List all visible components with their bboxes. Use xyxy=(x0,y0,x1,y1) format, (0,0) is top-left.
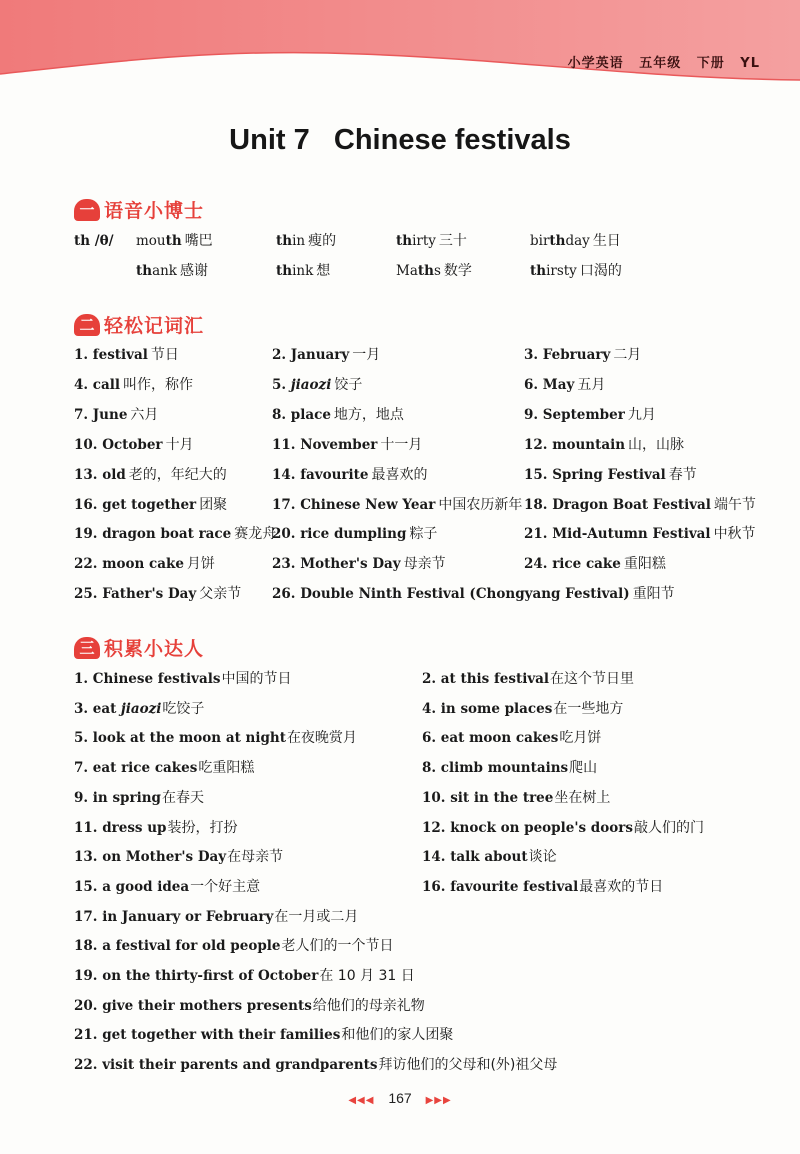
phrase-item xyxy=(422,819,704,837)
phrase-cn: 给他们的母亲礼物 xyxy=(312,997,425,1014)
phrase-cn: 在 10 月 31 日 xyxy=(319,968,415,984)
vocab-en: rice dumpling xyxy=(300,526,407,543)
phrase-number: 4. xyxy=(422,700,441,717)
vocab-number: 10. xyxy=(74,436,103,453)
phrase-number: 18. xyxy=(74,938,103,955)
vocab-en: rice cake xyxy=(552,556,621,573)
phrase-en: on the thirty-first of October xyxy=(102,968,319,984)
phrase-en: Chinese festivals xyxy=(92,671,221,687)
phonics-word xyxy=(530,232,621,250)
vocab-number: 23. xyxy=(272,556,301,573)
phonics-word xyxy=(530,262,622,280)
phrase-cn: 在一月或二月 xyxy=(274,908,359,925)
vocab-item xyxy=(74,406,158,424)
phonics-th-highlight: th xyxy=(417,263,434,279)
phonics-word xyxy=(276,262,330,280)
vocab-en: June xyxy=(92,406,128,423)
vocab-cn: 赛龙舟 xyxy=(234,526,277,543)
vocab-en: call xyxy=(92,376,121,393)
vocab-cn: 二月 xyxy=(613,347,642,363)
vocab-cn: 一月 xyxy=(352,347,381,363)
vocab-number: 13. xyxy=(74,466,103,483)
phrase-en: on Mother's Day xyxy=(102,849,227,866)
header-edition: YL xyxy=(740,56,760,71)
vocab-cn: 粽子 xyxy=(409,526,438,543)
phrase-en-italic: jiaozi xyxy=(120,700,162,717)
vocab-number: 18. xyxy=(524,496,553,513)
phrase-cn: 拜访他们的父母和(外)祖父母 xyxy=(378,1057,558,1074)
vocab-cn: 重阳糕 xyxy=(623,556,666,573)
phrase-en: knock on people's doors xyxy=(450,819,633,836)
header-subject: 小学英语 xyxy=(567,56,624,71)
phrase-item xyxy=(422,789,610,807)
phrase-number: 12. xyxy=(422,819,451,836)
vocab-cn: 山，山脉 xyxy=(628,436,685,453)
vocab-number: 16. xyxy=(74,496,103,513)
vocab-cn: 六月 xyxy=(130,406,159,423)
phrase-en: visit their parents and grandparents xyxy=(102,1057,378,1074)
vocab-number: 21. xyxy=(524,526,553,543)
vocab-number: 26. xyxy=(272,586,301,603)
vocab-en: February xyxy=(542,347,611,363)
vocab-en: Spring Festival xyxy=(552,466,666,483)
phrase-en: look at the moon at night xyxy=(92,730,286,747)
phrase-cn: 在一些地方 xyxy=(553,700,624,717)
page-title: Unit 7 Chinese festivals xyxy=(229,124,571,156)
phonics-word-en: birthday xyxy=(530,233,590,249)
vocab-cn: 月饼 xyxy=(186,556,215,573)
vocab-item xyxy=(272,376,362,394)
vocab-en: Mid-Autumn Festival xyxy=(552,526,711,543)
vocab-cn: 地方，地点 xyxy=(333,406,404,423)
phrase-number: 11. xyxy=(74,819,103,836)
phrase-number: 7. xyxy=(74,760,93,777)
vocab-item xyxy=(272,525,437,543)
phrase-en: talk about xyxy=(450,849,528,866)
vocab-cn: 中秋节 xyxy=(713,526,756,543)
phrase-number: 13. xyxy=(74,849,103,866)
vocab-en: mountain xyxy=(552,436,626,453)
phrase-item xyxy=(74,819,237,837)
phrase-item xyxy=(74,937,394,955)
vocab-number: 6. xyxy=(524,376,543,393)
vocab-item xyxy=(74,376,193,394)
vocab-cn: 团聚 xyxy=(199,496,228,513)
phrase-cn: 中国的节日 xyxy=(221,671,292,687)
vocab-item xyxy=(524,555,666,573)
phrase-item xyxy=(74,759,254,777)
vocab-cn: 母亲节 xyxy=(403,556,446,573)
phrase-number: 3. xyxy=(74,700,93,717)
phrase-item xyxy=(422,848,557,866)
vocab-item xyxy=(524,406,656,424)
vocab-item xyxy=(272,466,427,484)
vocab-item xyxy=(524,436,684,454)
vocab-item xyxy=(74,555,215,573)
phrase-item xyxy=(422,759,597,777)
section-heading-phonics xyxy=(74,196,204,223)
phrase-cn: 在夜晚赏月 xyxy=(286,730,357,747)
phrase-item xyxy=(422,700,623,718)
vocab-item xyxy=(74,585,241,603)
vocab-item xyxy=(524,525,756,543)
vocab-item xyxy=(524,466,697,484)
phonics-th-highlight: th xyxy=(396,233,413,249)
phonics-word-cn: 生日 xyxy=(592,233,621,249)
phrase-item xyxy=(74,848,283,866)
phonics-word-cn: 感谢 xyxy=(180,263,208,279)
vocab-en: January xyxy=(290,347,350,363)
phrase-item xyxy=(422,878,663,896)
phonics-word-en: think xyxy=(276,263,314,279)
phrase-item xyxy=(422,670,634,688)
vocab-cn: 中国农历新年 xyxy=(438,496,523,513)
phonics-th-highlight: th xyxy=(549,233,566,249)
section-title: 积累小达人 xyxy=(104,638,205,660)
phrase-en: climb mountains xyxy=(440,760,569,777)
vocab-en: moon cake xyxy=(102,556,184,573)
section-number-badge: 一 xyxy=(74,199,100,221)
phrase-cn: 老人们的一个节日 xyxy=(281,938,394,955)
phrase-en: a good idea xyxy=(102,878,190,895)
vocab-cn: 节日 xyxy=(150,347,179,363)
section-title: 语音小博士 xyxy=(104,200,205,222)
vocab-item xyxy=(272,406,404,424)
vocab-cn: 最喜欢的 xyxy=(371,466,428,483)
phrase-en: in some places xyxy=(440,700,553,717)
vocab-number: 7. xyxy=(74,406,93,423)
phrase-en: dress up xyxy=(102,819,167,836)
phrase-item xyxy=(422,729,601,747)
phrase-en: give their mothers presents xyxy=(102,997,312,1014)
phrase-item xyxy=(74,700,204,718)
vocab-number: 11. xyxy=(272,436,301,453)
phrase-number: 21. xyxy=(74,1027,103,1044)
header-term: 下册 xyxy=(696,56,725,71)
phrase-item xyxy=(74,1056,557,1074)
phrase-cn: 爬山 xyxy=(569,760,598,777)
vocab-cn: 五月 xyxy=(577,376,606,393)
vocab-en: Chinese New Year xyxy=(300,496,436,513)
phrase-number: 19. xyxy=(74,968,103,984)
vocab-number: 4. xyxy=(74,376,93,393)
vocab-en: place xyxy=(290,406,331,423)
phrase-item xyxy=(74,789,204,807)
phrase-cn: 装扮，打扮 xyxy=(167,819,238,836)
phrase-item xyxy=(74,729,357,747)
vocab-en: Double Ninth Festival (Chongyang Festival) xyxy=(300,586,630,603)
phrase-cn: 在这个节日里 xyxy=(550,671,635,687)
phrase-number: 15. xyxy=(74,878,103,895)
vocab-number: 12. xyxy=(524,436,553,453)
phrase-number: 5. xyxy=(74,730,93,747)
section-number-badge: 二 xyxy=(74,314,100,336)
vocab-item xyxy=(524,376,605,394)
phrase-cn: 吃饺子 xyxy=(162,700,205,717)
phonics-label: th /θ/ xyxy=(74,233,114,249)
vocab-item xyxy=(74,436,194,454)
vocab-number: 14. xyxy=(272,466,301,483)
vocab-cn: 重阳节 xyxy=(632,586,675,603)
vocab-en: get together xyxy=(102,496,197,513)
vocab-item xyxy=(74,466,227,484)
vocab-item xyxy=(272,436,422,454)
phrase-item xyxy=(74,997,425,1015)
vocab-number: 5. xyxy=(272,376,291,393)
phrase-en: sit in the tree xyxy=(450,789,554,806)
vocab-en: jiaozi xyxy=(290,376,332,393)
phrase-cn: 在母亲节 xyxy=(227,849,284,866)
vocab-en: favourite xyxy=(300,466,369,483)
vocab-en: Mother's Day xyxy=(300,556,401,573)
phrase-number: 6. xyxy=(422,730,441,747)
phrase-cn: 在春天 xyxy=(161,789,204,806)
phonics-word-cn: 嘴巴 xyxy=(184,233,213,249)
phonics-th-highlight: th xyxy=(276,233,293,249)
vocab-cn: 父亲节 xyxy=(199,586,242,603)
header-book-info xyxy=(558,52,760,71)
vocab-cn: 春节 xyxy=(668,466,697,483)
header-band xyxy=(0,0,800,90)
vocab-number: 19. xyxy=(74,526,103,543)
vocab-number: 24. xyxy=(524,556,553,573)
phonics-word-cn: 口渴的 xyxy=(579,263,622,279)
vocab-en: Father's Day xyxy=(102,586,197,603)
page-number: 167 xyxy=(388,1090,412,1106)
phonics-th-highlight: th xyxy=(165,233,182,249)
vocab-number: 17. xyxy=(272,496,301,513)
phonics-th-highlight: th xyxy=(136,263,153,279)
vocab-item xyxy=(272,496,522,514)
phrase-number: 17. xyxy=(74,908,103,925)
phrase-en: a festival for old people xyxy=(102,938,281,955)
phrase-en: eat rice cakes xyxy=(92,760,198,777)
phrase-en: get together with their families xyxy=(102,1027,341,1044)
phrase-number: 20. xyxy=(74,997,103,1014)
phrase-number: 16. xyxy=(422,878,451,895)
phrase-number: 22. xyxy=(74,1057,103,1074)
vocab-number: 9. xyxy=(524,406,543,423)
phrase-en: favourite festival xyxy=(450,878,579,895)
phrase-cn: 坐在树上 xyxy=(554,789,611,806)
vocab-en: Dragon Boat Festival xyxy=(552,496,711,513)
phonics-word xyxy=(396,232,467,250)
vocab-en: old xyxy=(102,466,126,483)
phonics-word-cn: 想 xyxy=(316,263,331,279)
phonics-word-en: Maths xyxy=(396,263,441,279)
vocab-number: 1. xyxy=(74,347,93,363)
phonics-word xyxy=(136,262,208,280)
phrase-cn: 最喜欢的节日 xyxy=(579,878,664,895)
phonics-th-highlight: th xyxy=(276,263,293,279)
phrase-number: 14. xyxy=(422,849,451,866)
phrase-en: eat moon cakes xyxy=(440,730,559,747)
vocab-item xyxy=(272,346,380,364)
phrase-cn: 一个好主意 xyxy=(190,878,261,895)
phrase-cn: 吃月饼 xyxy=(559,730,602,747)
phonics-word-en: thirty xyxy=(396,233,436,249)
vocab-number: 22. xyxy=(74,556,103,573)
vocab-number: 20. xyxy=(272,526,301,543)
vocab-en: November xyxy=(300,436,378,453)
vocab-en: dragon boat race xyxy=(102,526,232,543)
section-heading-phrases xyxy=(74,634,204,661)
vocab-cn: 十月 xyxy=(165,436,194,453)
right-arrows-icon: ▶▶▶ xyxy=(425,1095,452,1106)
phrase-cn: 谈论 xyxy=(528,849,557,866)
phrase-item xyxy=(74,908,358,926)
vocab-item xyxy=(74,525,276,543)
phrase-item xyxy=(74,967,415,985)
vocab-cn: 叫作，称作 xyxy=(123,376,194,393)
phonics-word-cn: 三十 xyxy=(438,233,467,249)
section-heading-vocabulary xyxy=(74,311,204,338)
page-number-footer xyxy=(0,1090,800,1106)
phonics-word-en: mouth xyxy=(136,233,182,249)
phrase-number: 10. xyxy=(422,789,451,806)
vocab-item xyxy=(524,496,756,514)
vocab-item xyxy=(272,555,446,573)
phonics-word-en: thirsty xyxy=(530,263,577,279)
phrase-number: 1. xyxy=(74,671,93,687)
vocab-en: September xyxy=(542,406,625,423)
phonics-word-en: thank xyxy=(136,263,177,279)
vocab-en: festival xyxy=(92,347,148,363)
vocab-item xyxy=(524,346,641,364)
vocab-number: 8. xyxy=(272,406,291,423)
phonics-word xyxy=(396,262,472,280)
vocab-number: 3. xyxy=(524,347,543,363)
vocab-number: 15. xyxy=(524,466,553,483)
phrase-number: 9. xyxy=(74,789,93,806)
vocab-item xyxy=(74,346,179,364)
vocab-item xyxy=(272,585,675,603)
phonics-th-highlight: th xyxy=(530,263,547,279)
vocab-cn: 九月 xyxy=(627,406,656,423)
vocab-en: October xyxy=(102,436,163,453)
phrase-item xyxy=(74,878,260,896)
phrase-cn: 敲人们的门 xyxy=(633,819,704,836)
phonics-word xyxy=(136,232,213,250)
vocab-cn: 端午节 xyxy=(713,496,756,513)
phonics-word-en: thin xyxy=(276,233,306,249)
phonics-word-cn: 瘦的 xyxy=(308,233,337,249)
phrase-en: in spring xyxy=(92,789,161,806)
phrase-cn: 和他们的家人团聚 xyxy=(341,1027,454,1044)
phrase-number: 2. xyxy=(422,671,441,687)
phrase-en: in January or February xyxy=(102,908,274,925)
phrase-en: eat xyxy=(92,700,117,717)
phrase-cn: 吃重阳糕 xyxy=(198,760,255,777)
phonics-word xyxy=(276,232,336,250)
vocab-en: May xyxy=(542,376,575,393)
vocab-number: 2. xyxy=(272,347,291,363)
section-number-badge: 三 xyxy=(74,637,100,659)
vocab-number: 25. xyxy=(74,586,103,603)
section-title: 轻松记词汇 xyxy=(104,315,205,337)
phrase-en: at this festival xyxy=(440,671,550,687)
left-arrows-icon: ◀◀◀ xyxy=(348,1095,375,1106)
phrase-item xyxy=(74,670,291,688)
vocab-item xyxy=(74,496,227,514)
phrase-number: 8. xyxy=(422,760,441,777)
vocab-cn: 饺子 xyxy=(334,376,363,393)
header-grade: 五年级 xyxy=(639,56,682,71)
vocab-cn: 十一月 xyxy=(380,436,423,453)
phrase-item xyxy=(74,1026,453,1044)
vocab-cn: 老的，年纪大的 xyxy=(128,466,227,483)
phonics-word-cn: 数学 xyxy=(443,263,472,279)
